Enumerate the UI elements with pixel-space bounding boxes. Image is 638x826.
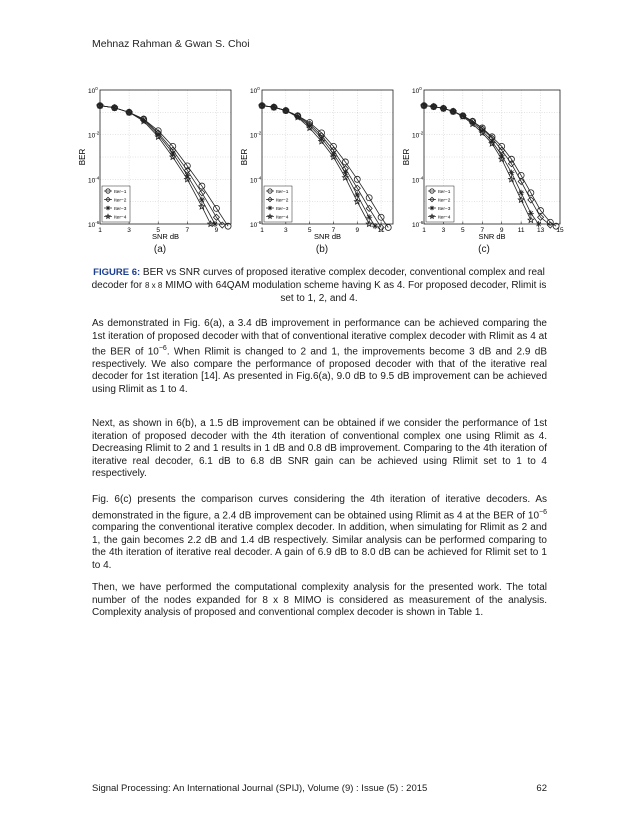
y-tick-label: $10^{-2}$ [88, 130, 100, 140]
legend-entry: Iter−2 [114, 198, 127, 204]
ber-chart-a [78, 84, 235, 241]
x-tick-label: 1 [422, 227, 426, 234]
legend-entry: Iter−1 [438, 190, 451, 195]
p3-power-base: 10 [527, 509, 540, 521]
legend-entry: Iter−2 [276, 198, 289, 204]
p1-power-exp: −6 [158, 345, 167, 352]
p1-text-b: . When Rlimit is changed to 2 and 1, the improvements become 3 dB and 2.9 dB respectively. We also compare the performance of proposed decoder with that of the iterative real decoder for 1st iteration [14]. As presented in Fig.6(a), 9.0 dB to 9.5 dB improvement can be achieved using Rlimit as 1 to 4. [92, 346, 547, 395]
paragraph-2 [92, 418, 547, 481]
x-tick-label: 13 [536, 227, 545, 234]
y-tick-label: $10^0$ [412, 86, 422, 95]
legend-entry: Iter−2 [438, 198, 451, 204]
p3-power-exp: −6 [539, 508, 547, 516]
x-tick-label: 3 [441, 227, 446, 234]
legend [426, 186, 454, 222]
journal-citation: Signal Processing: An International Journal (SPIJ), Volume (9) : Issue (5) : 2015 [92, 783, 428, 794]
legend-entry: Iter−4 [114, 215, 127, 221]
y-tick-label: $10^{-4}$ [412, 175, 424, 185]
legend-entry: Iter−3 [276, 207, 289, 212]
legend [102, 186, 130, 222]
x-tick-label: 5 [461, 227, 465, 234]
legend-entry: Iter−3 [114, 207, 127, 212]
y-tick-label: $10^0$ [88, 86, 98, 95]
running-header: Mehnaz Rahman & Gwan S. Choi [92, 38, 250, 50]
caption-dim: 8 x 8 [144, 281, 163, 290]
x-tick-label: 9 [499, 227, 504, 234]
x-axis-label: SNR dB [478, 232, 506, 241]
x-tick-label: 9 [214, 227, 219, 234]
p3-text-b: comparing the conventional iterative complex decoder. In addition, when simulating for Rlimit as 2 and 1, the gain becomes 2.2 dB and 1.4 dB respectively. Similar analysis can be performed comparing to the 4th iteration of iterative real decoder. A gain of 6.9 dB to 8.0 dB can be achieved for Rlimit set to 1 to 4. [92, 522, 547, 571]
x-axis-label: SNR dB [151, 232, 180, 241]
x-tick-label: 11 [377, 227, 385, 234]
ber-chart-c [402, 84, 564, 241]
sublabel-c: (c) [478, 244, 490, 255]
y-tick-label: $10^{-6}$ [412, 220, 424, 229]
paragraph-1 [92, 318, 547, 396]
x-tick-label: 11 [517, 227, 525, 234]
y-axis-label: BER [240, 148, 249, 166]
ber-chart-b [240, 84, 397, 241]
x-tick-label: 9 [355, 227, 360, 234]
sublabel-a: (a) [153, 244, 167, 255]
page-footer [92, 783, 547, 794]
legend-entry: Iter−4 [438, 215, 451, 221]
x-tick-label: 3 [284, 227, 288, 234]
y-axis-label: BER [402, 148, 411, 166]
marker-asterisk [268, 206, 272, 210]
ber-plot-b [240, 84, 397, 241]
legend-entry: Iter−1 [276, 190, 289, 195]
marker-asterisk [106, 206, 110, 210]
ber-plot-c [402, 84, 564, 241]
y-axis-label: BER [78, 148, 87, 166]
sublabel-b: (b) [315, 244, 329, 255]
caption-label: FIGURE 6: [93, 267, 141, 278]
marker-asterisk [430, 206, 434, 210]
y-tick-label: $10^{-6}$ [250, 220, 262, 229]
y-tick-label: $10^{-4}$ [88, 175, 100, 185]
legend-entry: Iter−3 [438, 207, 451, 212]
y-tick-label: $10^{-2}$ [250, 130, 262, 140]
y-tick-label: $10^{-2}$ [412, 130, 424, 140]
figure-6 [80, 84, 566, 260]
paragraph-4 [92, 582, 547, 620]
y-tick-label: $10^{-4}$ [250, 175, 262, 185]
x-tick-label: 5 [307, 227, 312, 234]
legend-entry: Iter−1 [114, 190, 127, 195]
ber-plot-a [78, 84, 235, 241]
x-axis-label: SNR dB [313, 232, 342, 241]
caption-text-2: MIMO with 64QAM modulation scheme having K as 4. For proposed decoder, Rlimit is set to 1, 2, and 4. [162, 280, 547, 304]
y-tick-label: $10^0$ [250, 86, 260, 95]
caption-text-1: BER vs SNR curves of proposed iterative complex decoder, conventional complex and real decoder for [91, 267, 545, 291]
x-tick-label: 7 [185, 227, 190, 234]
x-tick-label: 5 [156, 227, 161, 234]
legend-entry: Iter−4 [276, 215, 289, 221]
p4-text: Then, we have performed the computational complexity analysis for the presented work. The total number of the nodes expanded for 8 x 8 MIMO is considered as measurement of the analysis. Complexity analysis of proposed and conventional complex decoder is shown in Table 1. [92, 582, 547, 618]
page-number: 62 [536, 783, 547, 794]
x-tick-label: 3 [127, 227, 131, 234]
x-tick-label: 15 [556, 227, 564, 234]
x-tick-label: 1 [260, 227, 264, 234]
figure-caption [90, 266, 548, 305]
legend [264, 186, 292, 222]
p3-text-a: Fig. 6(c) presents the comparison curves considering the 4th iteration of iterative decoders. As demonstrated in the figure, a 2.4 dB improvement can be obtained using Rlimit as 4 at the BER of [92, 494, 547, 521]
p1-text-a: As demonstrated in Fig. 6(a), a 3.4 dB improvement in performance can be achieved comparing the 1st iteration of proposed decoder with that of conventional iterative complex decoder with Rlimit as 4 at the BER of [92, 318, 547, 358]
x-tick-label: 7 [480, 227, 485, 234]
y-tick-label: $10^{-6}$ [88, 220, 100, 229]
x-tick-label: 7 [331, 227, 336, 234]
x-tick-label: 1 [98, 227, 102, 234]
p1-power-base: 10 [147, 346, 159, 358]
paragraph-3 [92, 494, 547, 572]
p2-text: Next, as shown in 6(b), a 1.5 dB improvement can be obtained if we consider the performance of 1st iteration of proposed decoder with the 4th iteration of conventional complex one using Rlimit as 4. Decreasing Rlimit to 2 and 1 results in 1 dB and 0.8 dB improvement. Comparing to the 4th iteration of iterative real decoder, 6.1 dB to 6.8 dB SNR gain can be achieved using Rlimit set to 1 to 4 respectively. [92, 418, 547, 479]
